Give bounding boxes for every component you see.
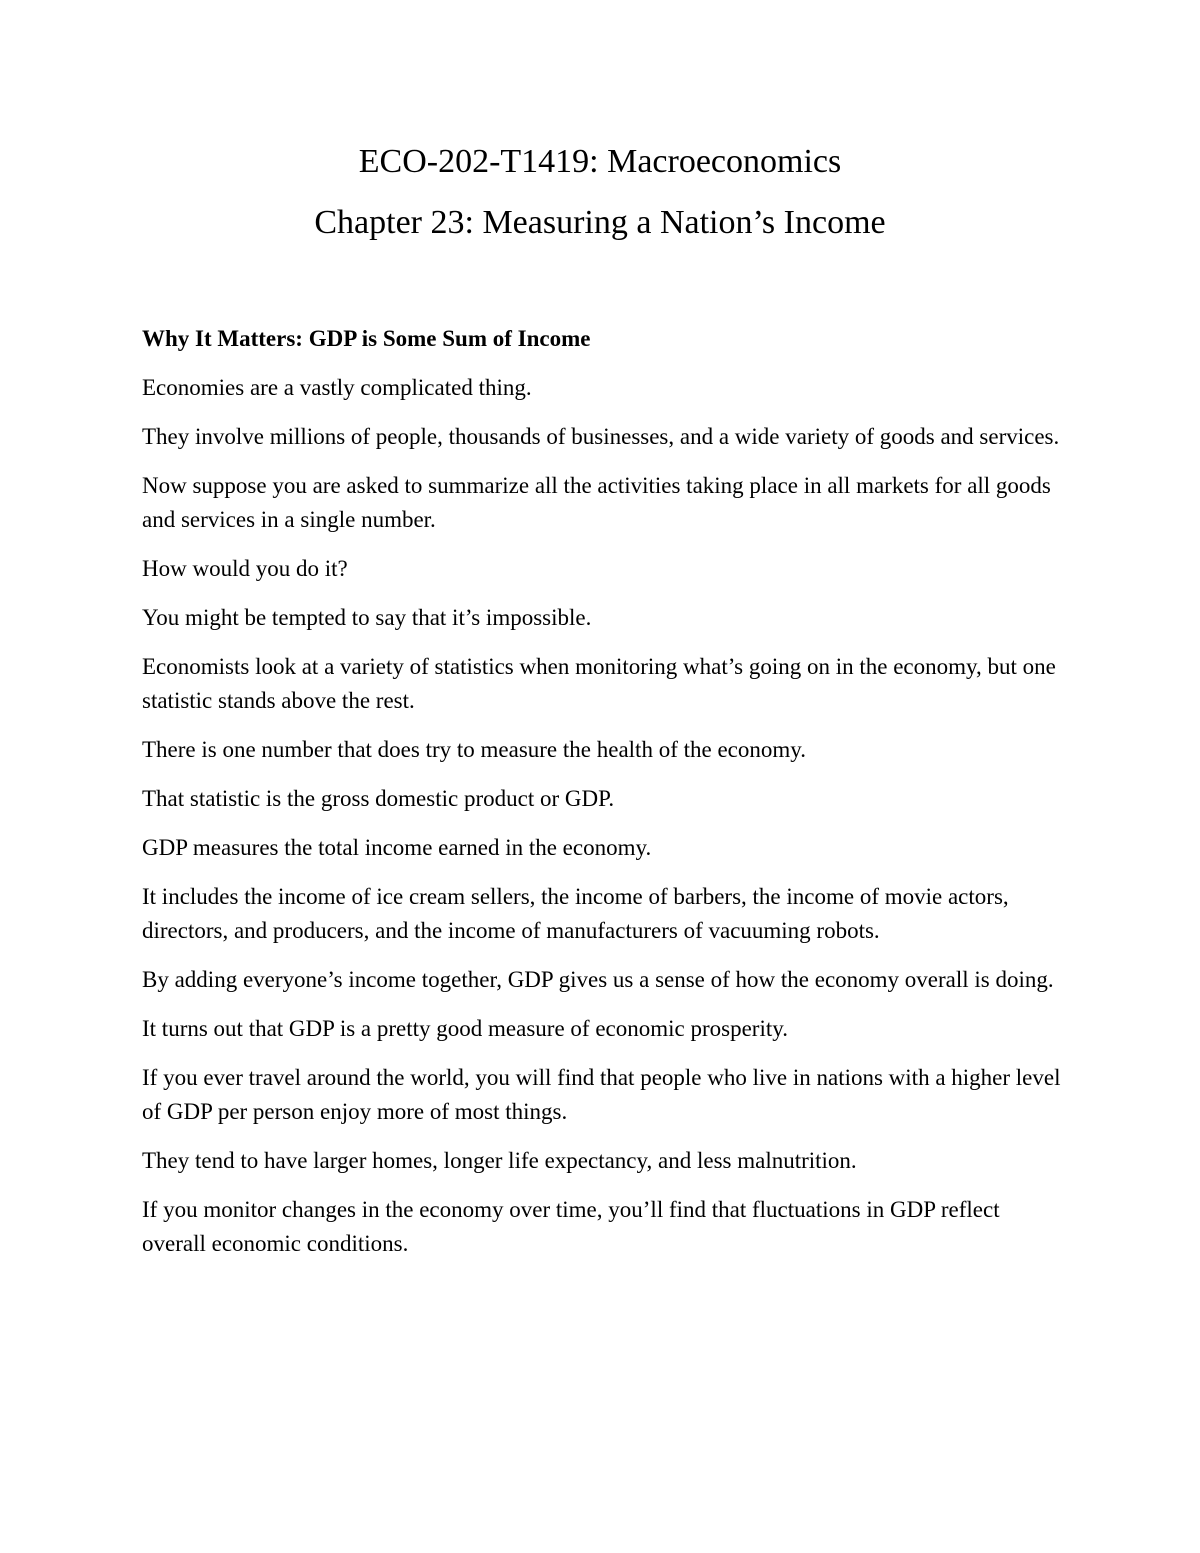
chapter-title: Chapter 23: Measuring a Nation’s Income <box>314 204 886 241</box>
paragraph-3: Now suppose you are asked to summarize all the activities taking place in all markets for all goods and services in a single number. <box>142 473 1051 532</box>
paragraph-1: Economies are a vastly complicated thing. <box>142 375 532 400</box>
document-body <box>142 322 1062 1276</box>
paragraph-15: If you monitor changes in the economy over time, you’ll find that fluctuations in GDP reflect overall economic conditions. <box>142 1197 1000 1256</box>
paragraph-9: GDP measures the total income earned in the economy. <box>142 835 652 860</box>
paragraph-13: If you ever travel around the world, you will find that people who live in nations with a higher level of GDP per person enjoy more of most things. <box>142 1065 1061 1124</box>
paragraph-4: How would you do it? <box>142 556 348 581</box>
paragraph-7: There is one number that does try to measure the health of the economy. <box>142 737 807 762</box>
paragraph-2: They involve millions of people, thousands of businesses, and a wide variety of goods and services. <box>142 424 1060 449</box>
paragraph-8: That statistic is the gross domestic product or GDP. <box>142 786 615 811</box>
paragraph-11: By adding everyone’s income together, GDP gives us a sense of how the economy overall is doing. <box>142 967 1054 992</box>
paragraph-5: You might be tempted to say that it’s impossible. <box>142 605 592 630</box>
paragraph-10: It includes the income of ice cream sellers, the income of barbers, the income of movie actors, directors, and producers, and the income of manufacturers of vacuuming robots. <box>142 884 1009 943</box>
section-heading: Why It Matters: GDP is Some Sum of Income <box>142 326 591 351</box>
course-title: ECO-202-T1419: Macroeconomics <box>358 143 842 180</box>
paragraph-6: Economists look at a variety of statistics when monitoring what’s going on in the economy, but one statistic stands above the rest. <box>142 654 1056 713</box>
paragraph-14: They tend to have larger homes, longer life expectancy, and less malnutrition. <box>142 1148 857 1173</box>
paragraph-12: It turns out that GDP is a pretty good measure of economic prosperity. <box>142 1016 788 1041</box>
